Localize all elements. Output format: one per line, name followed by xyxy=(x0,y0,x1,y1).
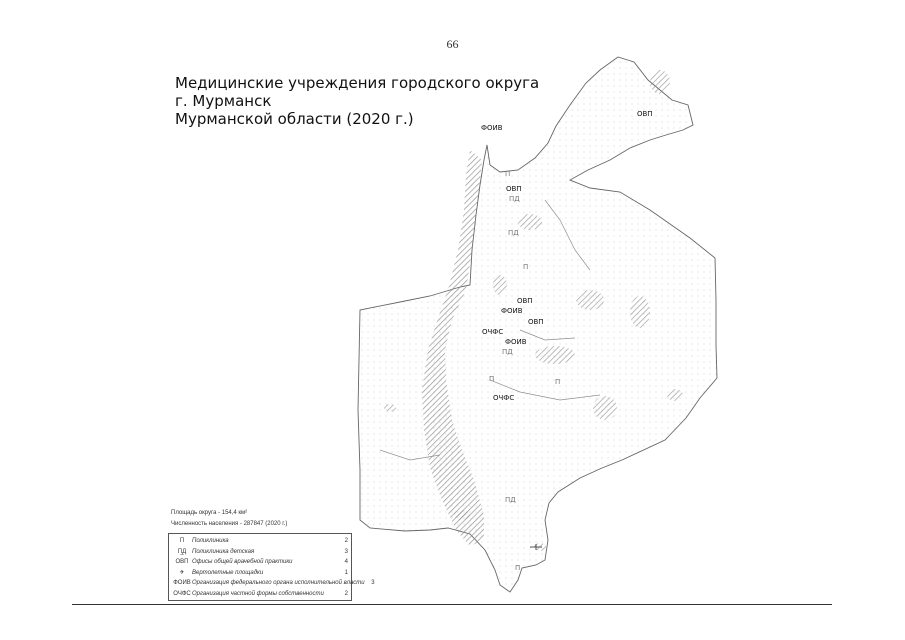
map-label-foiv: ФОИВ xyxy=(501,307,523,315)
legend-label: Вертолетные площадки xyxy=(192,569,264,576)
map-label-p: П xyxy=(515,564,521,572)
legend-label: Организация федерального органа исполнительной власти xyxy=(192,580,365,587)
map-label-foiv: ФОИВ xyxy=(505,338,527,346)
map-label-pd: ПД xyxy=(505,496,516,504)
legend-row xyxy=(172,536,348,547)
map-label-ovp: ОВП xyxy=(517,297,533,305)
legend-count: 4 xyxy=(344,559,348,566)
map-label-p: П xyxy=(555,378,561,386)
page-number: 66 xyxy=(446,37,459,51)
legend-count: 3 xyxy=(344,548,348,555)
map-title-line: Медицинские учреждения городского округа xyxy=(175,74,540,92)
legend-label: Поликлиника детская xyxy=(192,548,255,555)
area-text: Площадь округа - 154,4 км² xyxy=(171,510,248,516)
bottom-rule xyxy=(72,604,832,605)
map-label-foiv: ФОИВ xyxy=(481,124,503,132)
map-label-ovp: ОВП xyxy=(506,185,522,193)
population-text: Численность населения - 287847 (2020 г.) xyxy=(171,521,288,527)
legend-symbol: ✈ xyxy=(179,570,185,577)
legend-count: 2 xyxy=(344,538,348,545)
map-label-p: П xyxy=(505,170,511,178)
map-legend xyxy=(168,533,375,601)
map-label-pd: ПД xyxy=(502,348,513,356)
legend-row xyxy=(172,568,348,579)
legend-symbol: П xyxy=(179,538,185,545)
legend-label: Организация частной формы собственности xyxy=(192,590,324,597)
map-title-line: г. Мурманск xyxy=(175,92,272,110)
map-label-ovp: ОВП xyxy=(637,110,653,118)
legend-symbol: П̲Д xyxy=(177,548,187,555)
legend-count: 3 xyxy=(371,580,375,587)
legend-row xyxy=(172,578,375,589)
legend-label: Офисы общей врачебной практики xyxy=(192,559,293,566)
legend-symbol: ОВП xyxy=(175,559,189,566)
map-label-ochfs: ОЧФС xyxy=(493,394,515,402)
legend-row xyxy=(172,547,348,558)
map-label-pd: ПД xyxy=(508,229,519,237)
legend-count: 1 xyxy=(344,569,348,576)
map-label-pd: ПД xyxy=(509,195,520,203)
map-label-ochfs: ОЧФС xyxy=(482,328,504,336)
legend-label: Поликлиника xyxy=(192,538,229,545)
legend-symbol: ФОИВ xyxy=(173,580,191,587)
legend-count: 2 xyxy=(344,590,348,597)
legend-row xyxy=(172,589,348,600)
map-label-p: П xyxy=(489,375,495,383)
map-stats xyxy=(171,508,287,530)
map-label-p: П xyxy=(523,263,529,271)
map-title-line: Мурманской области (2020 г.) xyxy=(175,110,414,128)
map-label-ovp: ОВП xyxy=(528,318,544,326)
legend-symbol: ОЧФС xyxy=(173,590,191,597)
legend-row xyxy=(172,557,348,568)
